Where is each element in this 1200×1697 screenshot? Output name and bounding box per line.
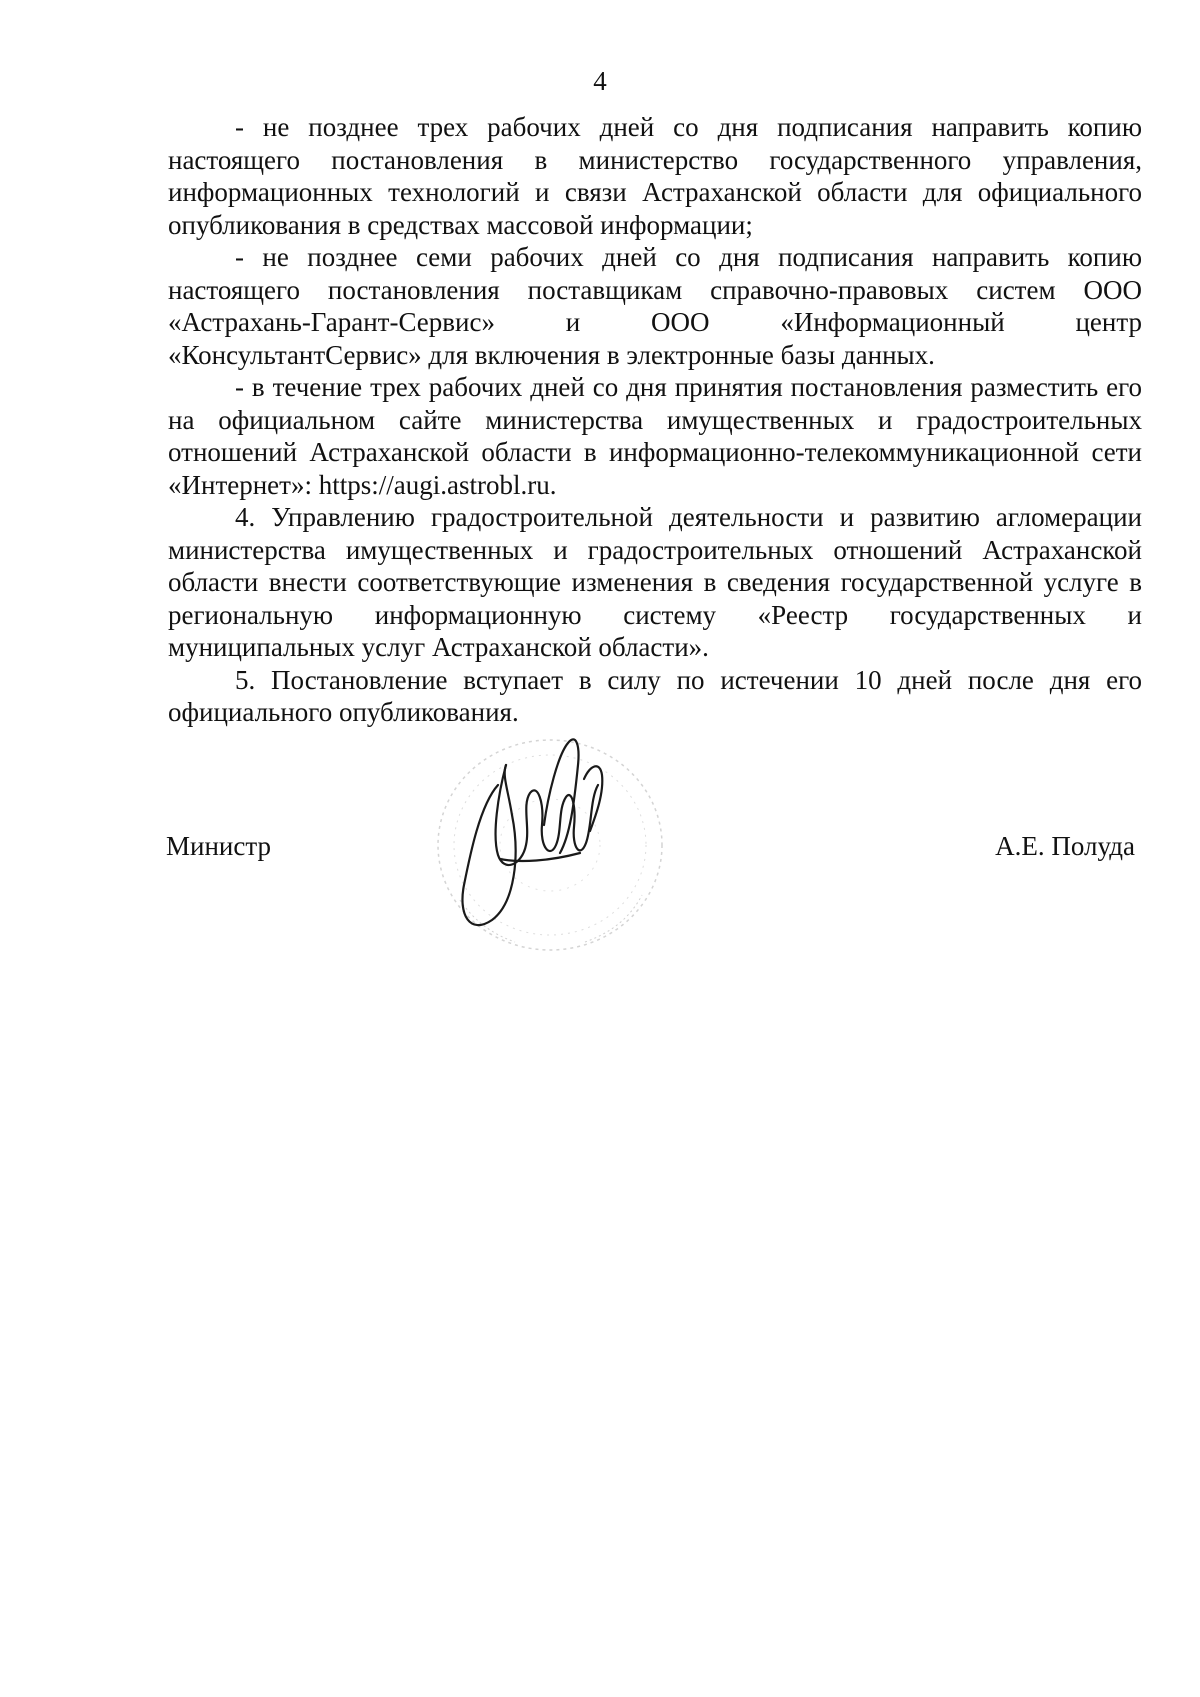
document-body — [168, 111, 1142, 729]
paragraph-publication-copy: - не позднее трех рабочих дней со дня подписания направить копию настоящего постановления в министерство государственного управления, информационных технологий и связи Астраханской области для официального опубликования в средствах массовой информации; — [168, 112, 1142, 240]
paragraph-website-posting: - в течение трех рабочих дней со дня принятия постановления разместить его на официальном сайте министерства имущественных и градостроительных отношений Астраханской области в информационно-телекоммуникационной сети «Интернет»: https://augi.astrobl.ru. — [168, 372, 1142, 500]
paragraph-effective-date: 5. Постановление вступает в силу по истечении 10 дней после дня его официального опубликования. — [168, 664, 1142, 727]
paragraph-registry-changes: 4. Управлению градостроительной деятельности и развитию агломерации министерства имущественных и градостроительных отношений Астраханской области внести соответствующие изменения в сведения государственной услуге в региональную информационную систему «Реестр государственных и муниципальных услуг Астраханской области». — [168, 502, 1142, 662]
signatory-title: Министр — [166, 831, 271, 861]
paragraph-legal-systems-copy: - не позднее семи рабочих дней со дня подписания направить копию настоящего постановления поставщикам справочно-правовых систем ООО «Астрахань-Гарант-Сервис» и ООО «Информационный центр «КонсультантСервис» для включения в электронные базы данных. — [168, 242, 1142, 370]
handwritten-signature-icon — [440, 735, 620, 950]
page-number: 4 — [593, 66, 607, 96]
signatory-name: А.Е. Полуда — [995, 831, 1135, 861]
